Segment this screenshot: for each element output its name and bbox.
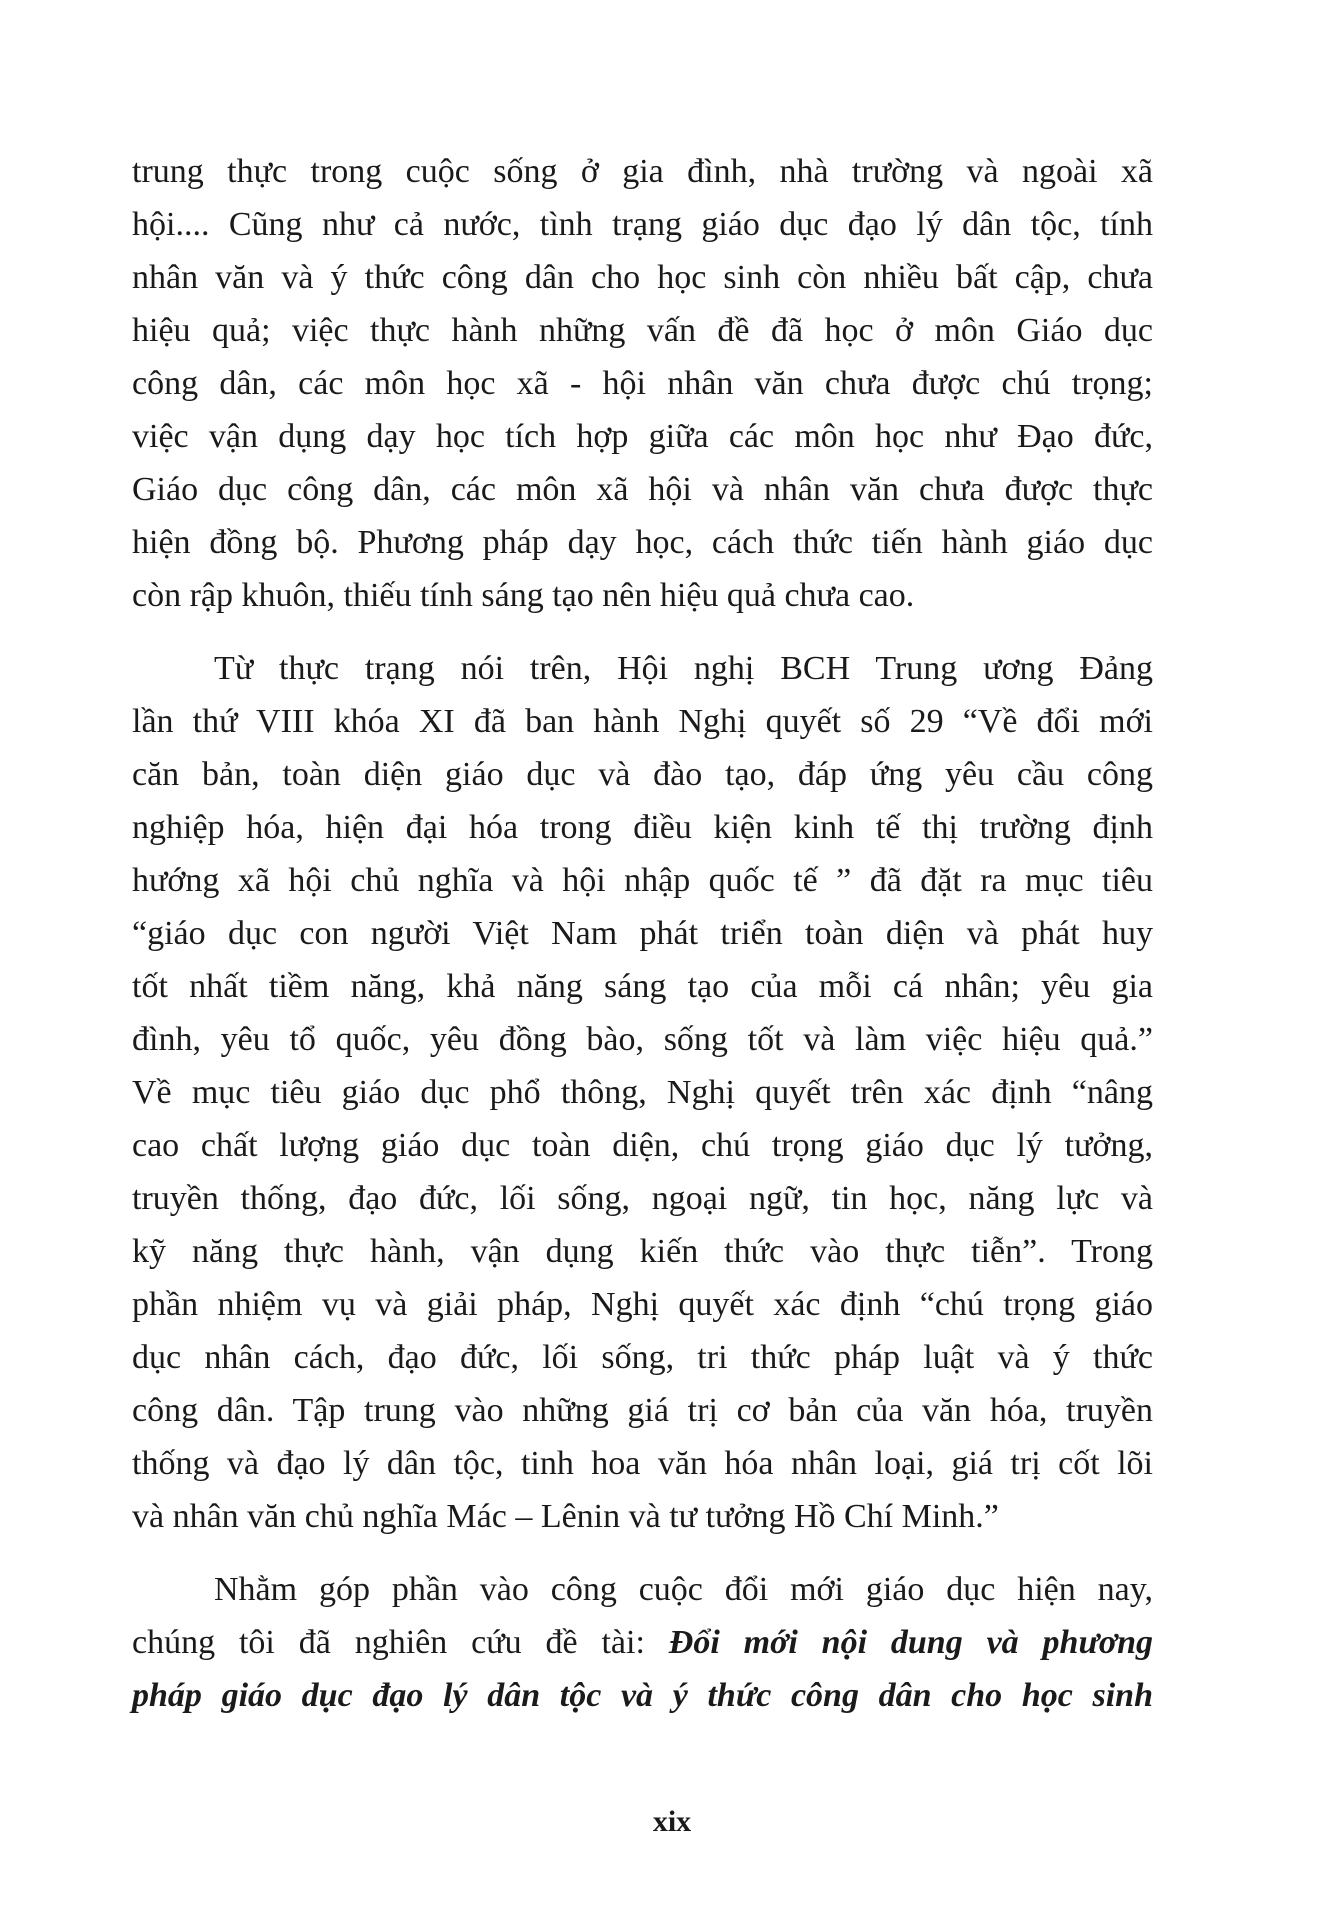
text-span: đình, yêu tổ quốc, yêu đồng bào, sống tốt và làm việc hiệu quả.” [132, 1021, 1153, 1058]
text-line [132, 1563, 1153, 1616]
text-span: Nhằm góp phần vào công cuộc đổi mới giáo dục hiện nay, [214, 1571, 1153, 1608]
text-span: truyền thống, đạo đức, lối sống, ngoại ngữ, tin học, năng lực và [132, 1180, 1153, 1217]
text-span: nghiệp hóa, hiện đại hóa trong điều kiện kinh tế thị trường định [132, 809, 1153, 846]
text-line [132, 642, 1153, 695]
text-line [132, 516, 1153, 569]
text-span: dục nhân cách, đạo đức, lối sống, tri thức pháp luật và ý thức [132, 1339, 1153, 1376]
text-line [132, 1119, 1153, 1172]
text-line [132, 1616, 1153, 1669]
text-line [132, 1490, 1153, 1543]
text-line [132, 569, 1153, 622]
text-span: hiện đồng bộ. Phương pháp dạy học, cách thức tiến hành giáo dục [132, 524, 1153, 561]
text-line [132, 1437, 1153, 1490]
page-number: xix [652, 1805, 692, 1838]
text-line [132, 251, 1153, 304]
text-span: Giáo dục công dân, các môn xã hội và nhân văn chưa được thực [132, 471, 1153, 508]
text-span: chúng tôi đã nghiên cứu đề tài: [132, 1624, 669, 1661]
text-span: nhân văn và ý thức công dân cho học sinh còn nhiều bất cập, chưa [132, 259, 1153, 296]
text-span: việc vận dụng dạy học tích hợp giữa các môn học như Đạo đức, [132, 418, 1153, 455]
text-span: còn rập khuôn, thiếu tính sáng tạo nên hiệu quả chưa cao. [132, 577, 915, 614]
text-line [132, 1331, 1153, 1384]
emphasized-title-text: Đổi mới nội dung và phương [668, 1624, 1153, 1661]
text-line [132, 1278, 1153, 1331]
text-line [132, 1013, 1153, 1066]
text-span: và nhân văn chủ nghĩa Mác – Lênin và tư tưởng Hồ Chí Minh.” [132, 1498, 999, 1535]
text-line [132, 1172, 1153, 1225]
text-line [132, 410, 1153, 463]
text-line [132, 1066, 1153, 1119]
text-span: thống và đạo lý dân tộc, tinh hoa văn hóa nhân loại, giá trị cốt lõi [132, 1445, 1153, 1482]
paragraph [132, 1563, 1153, 1722]
text-line [132, 463, 1153, 516]
text-span: trung thực trong cuộc sống ở gia đình, nhà trường và ngoài xã [132, 153, 1153, 190]
text-line [132, 1384, 1153, 1437]
paragraph [132, 145, 1153, 622]
text-span: hiệu quả; việc thực hành những vấn đề đã học ở môn Giáo dục [132, 312, 1153, 349]
text-line [132, 198, 1153, 251]
text-line [132, 960, 1153, 1013]
text-span: lần thứ VIII khóa XI đã ban hành Nghị quyết số 29 “Về đổi mới [132, 703, 1153, 740]
text-span: “giáo dục con người Việt Nam phát triển toàn diện và phát huy [132, 915, 1153, 952]
text-line [132, 907, 1153, 960]
text-line [132, 695, 1153, 748]
text-line [132, 854, 1153, 907]
text-line [132, 1225, 1153, 1278]
text-span: công dân. Tập trung vào những giá trị cơ bản của văn hóa, truyền [132, 1392, 1153, 1429]
text-span: phần nhiệm vụ và giải pháp, Nghị quyết xác định “chú trọng giáo [132, 1286, 1153, 1323]
text-span: hội.... Cũng như cả nước, tình trạng giáo dục đạo lý dân tộc, tính [132, 206, 1153, 243]
page-body [132, 145, 1153, 1742]
text-span: hướng xã hội chủ nghĩa và hội nhập quốc tế ” đã đặt ra mục tiêu [132, 862, 1153, 899]
text-span: tốt nhất tiềm năng, khả năng sáng tạo của mỗi cá nhân; yêu gia [132, 968, 1153, 1005]
text-span: Từ thực trạng nói trên, Hội nghị BCH Trung ương Đảng [214, 650, 1153, 687]
text-span: cao chất lượng giáo dục toàn diện, chú trọng giáo dục lý tưởng, [132, 1127, 1153, 1164]
text-line [132, 748, 1153, 801]
emphasized-title-text: pháp giáo dục đạo lý dân tộc và ý thức công dân cho học sinh [132, 1677, 1153, 1714]
text-span: kỹ năng thực hành, vận dụng kiến thức vào thực tiễn”. Trong [132, 1233, 1153, 1270]
text-line [132, 1669, 1153, 1722]
text-span: căn bản, toàn diện giáo dục và đào tạo, đáp ứng yêu cầu công [132, 756, 1153, 793]
text-line [132, 357, 1153, 410]
paragraph [132, 642, 1153, 1543]
text-line [132, 145, 1153, 198]
text-span: công dân, các môn học xã - hội nhân văn chưa được chú trọng; [132, 365, 1153, 402]
text-span: Về mục tiêu giáo dục phổ thông, Nghị quyết trên xác định “nâng [132, 1074, 1153, 1111]
text-line [132, 801, 1153, 854]
text-line [132, 304, 1153, 357]
